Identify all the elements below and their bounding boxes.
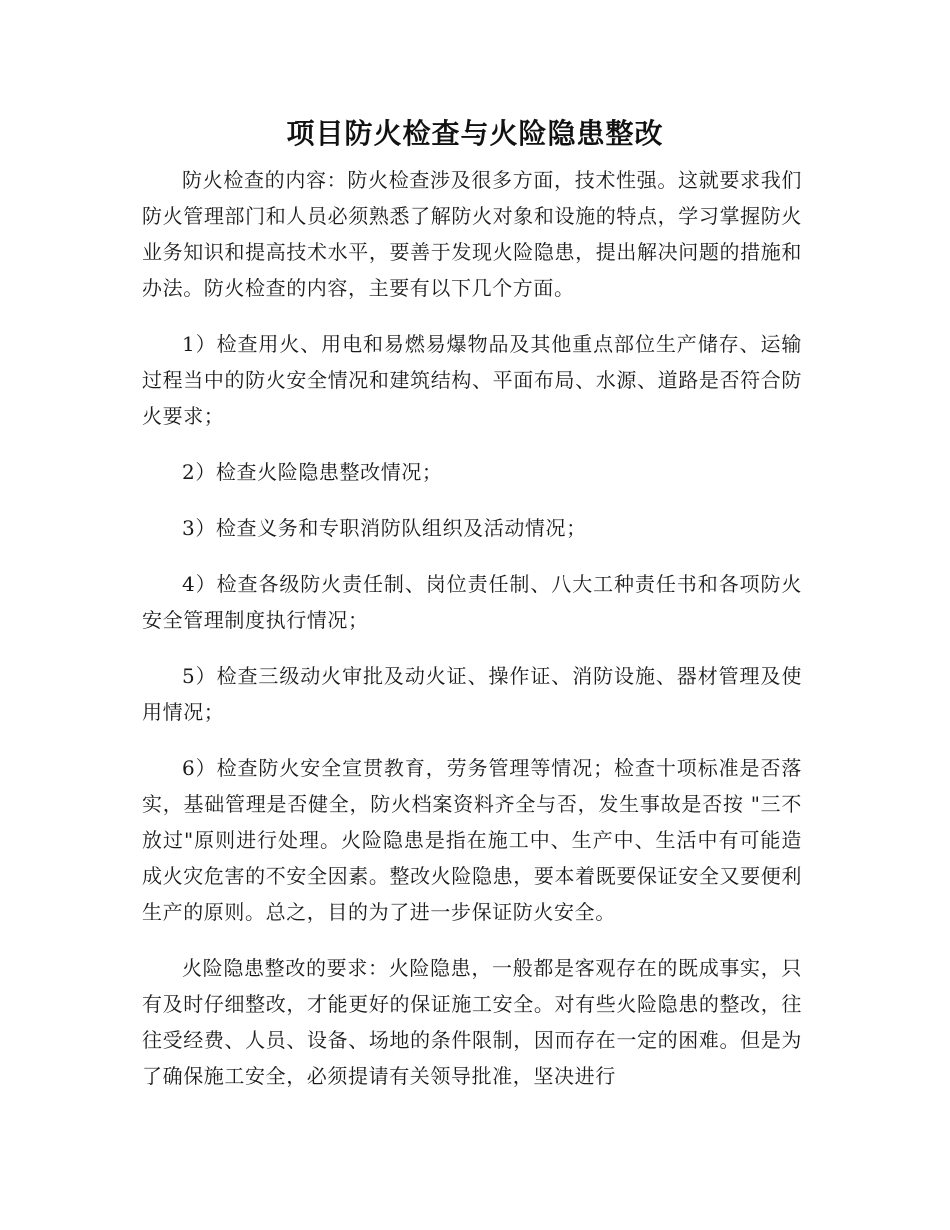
document-body xyxy=(142,162,802,1114)
paragraph-rectification: 火险隐患整改的要求：火险隐患，一般都是客观存在的既成事实，只有及时仔细整改，才能更好的保证施工安全。对有些火险隐患的整改，往往受经费、人员、设备、场地的条件限制，因而存在一定的困难。但是为了确保施工安全，必须提请有关领导批准，坚决进行 xyxy=(142,956,802,1088)
paragraph-item-5: 5）检查三级动火审批及动火证、操作证、消防设施、器材管理及使用情况； xyxy=(142,664,802,724)
paragraph-item-3: 3）检查义务和专职消防队组织及活动情况； xyxy=(182,516,587,540)
paragraph-item-1: 1）检查用火、用电和易燃易爆物品及其他重点部位生产储存、运输过程当中的防火安全情况和建筑结构、平面布局、水源、道路是否符合防火要求； xyxy=(142,332,802,428)
paragraph-item-4: 4）检查各级防火责任制、岗位责任制、八大工种责任书和各项防火安全管理制度执行情况； xyxy=(142,572,802,632)
document-title: 项目防火检查与火险隐患整改 xyxy=(286,117,664,150)
paragraph-item-2: 2）检查火险隐患整改情况； xyxy=(182,460,443,484)
paragraph-intro: 防火检查的内容：防火检查涉及很多方面，技术性强。这就要求我们防火管理部门和人员必须熟悉了解防火对象和设施的特点，学习掌握防火业务知识和提高技术水平，要善于发现火险隐患，提出解决问题的措施和办法。防火检查的内容，主要有以下几个方面。 xyxy=(142,168,802,300)
paragraph-item-6: 6）检查防火安全宣贯教育，劳务管理等情况；检查十项标准是否落实，基础管理是否健全，防火档案资料齐全与否，发生事故是否按 "三不放过"原则进行处理。火险隐患是指在施工中、生产中、生活中有可能造成火灾危害的不安全因素。整改火险隐患，要本着既要保证安全又要便利生产的原则。总之，目的为了进一步保证防火安全。 xyxy=(142,756,802,924)
